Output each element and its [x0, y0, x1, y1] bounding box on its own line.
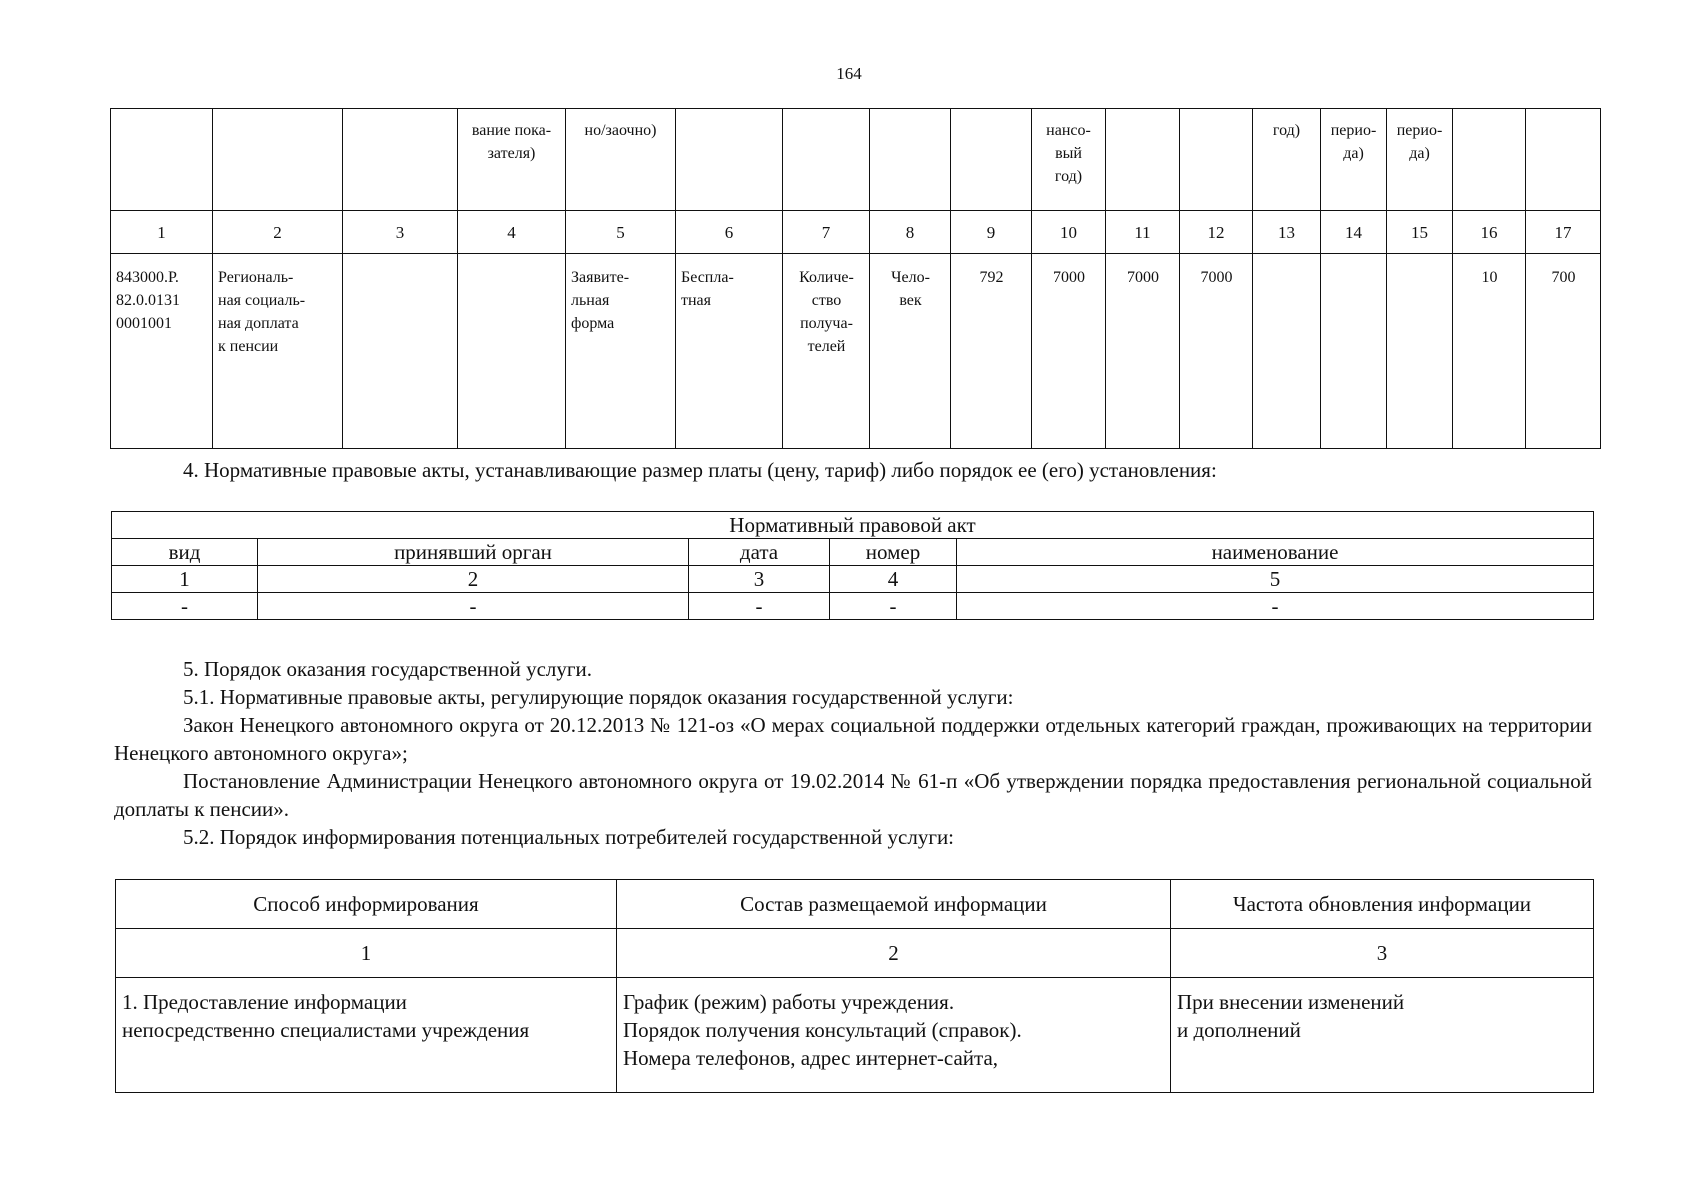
column-number: 8 — [870, 211, 951, 254]
data-cell — [458, 254, 566, 449]
header-row — [112, 539, 1594, 566]
header-cell — [1106, 109, 1180, 211]
service-name: Региональ- ная социаль- ная доплата к пенсии — [213, 254, 343, 449]
header-cell: перио- да) — [1321, 109, 1387, 211]
page-number: 164 — [836, 64, 862, 83]
column-number-row — [111, 211, 1601, 254]
header-cell — [213, 109, 343, 211]
column-number: 3 — [689, 566, 830, 593]
column-number: 2 — [258, 566, 689, 593]
column-header: наименование — [957, 539, 1594, 566]
column-header: Состав размещаемой информации — [617, 880, 1171, 929]
column-number: 3 — [1171, 929, 1594, 978]
header-cell — [111, 109, 213, 211]
data-cell: - — [830, 593, 957, 620]
column-number: 1 — [116, 929, 617, 978]
value-cell: 7000 — [1106, 254, 1180, 449]
column-number: 3 — [343, 211, 458, 254]
column-number: 12 — [1180, 211, 1253, 254]
header-cell — [1453, 109, 1526, 211]
information-content: График (режим) работы учреждения. Порядок получения консультаций (справок). Номера телефонов, адрес интернет-сайта, — [617, 978, 1171, 1093]
data-cell: - — [258, 593, 689, 620]
header-cell — [951, 109, 1032, 211]
header-cell: но/заочно) — [566, 109, 676, 211]
payment-cell: Беспла- тная — [676, 254, 783, 449]
header-cell — [1180, 109, 1253, 211]
header-cell — [343, 109, 458, 211]
section-5-2-heading: 5.2. Порядок информирования потенциальных потребителей государственной услуги: — [183, 825, 955, 849]
header-cell — [676, 109, 783, 211]
column-header: Способ информирования — [116, 880, 617, 929]
table-row — [111, 254, 1601, 449]
law-paragraph-2: Постановление Администрации Ненецкого автономного округа от 19.02.2014 № 61-п «Об утверждении порядка предоставления региональной социальной доплаты к пенсии». — [114, 769, 1592, 821]
column-number: 5 — [957, 566, 1594, 593]
law-paragraph-1: Закон Ненецкого автономного округа от 20.12.2013 № 121-оз «О мерах социальной поддержки отдельных категорий граждан, проживающих на территории Ненецкого автономного округа»; — [114, 713, 1592, 765]
okei-code: 792 — [951, 254, 1032, 449]
column-number: 4 — [830, 566, 957, 593]
column-header: номер — [830, 539, 957, 566]
deviation-absolute: 700 — [1526, 254, 1601, 449]
column-number: 7 — [783, 211, 870, 254]
registry-code: 843000.Р. 82.0.0131 0001001 — [111, 254, 213, 449]
informing-method: 1. Предоставление информации непосредственно специалистами учреждения — [116, 978, 617, 1093]
column-header: дата — [689, 539, 830, 566]
header-fragment-row — [111, 109, 1601, 211]
informing-methods-table — [115, 879, 1594, 1093]
header-cell: нансо- вый год) — [1032, 109, 1106, 211]
column-number: 13 — [1253, 211, 1321, 254]
table-row — [112, 593, 1594, 620]
data-cell — [343, 254, 458, 449]
column-number: 10 — [1032, 211, 1106, 254]
header-cell: вание пока- зателя) — [458, 109, 566, 211]
column-number: 14 — [1321, 211, 1387, 254]
service-volume-table — [110, 108, 1601, 449]
column-number-row — [112, 566, 1594, 593]
table-row — [116, 978, 1594, 1093]
legal-acts-table — [111, 511, 1594, 620]
data-cell: - — [957, 593, 1594, 620]
column-number: 5 — [566, 211, 676, 254]
column-number: 4 — [458, 211, 566, 254]
column-number: 16 — [1453, 211, 1526, 254]
column-header: Частота обновления информации — [1171, 880, 1594, 929]
section-4-heading: 4. Нормативные правовые акты, устанавливающие размер платы (цену, тариф) либо порядок ее (его) установления: — [183, 458, 1217, 482]
data-cell: - — [112, 593, 258, 620]
column-number: 2 — [617, 929, 1171, 978]
unit-name: Чело- век — [870, 254, 951, 449]
column-number: 1 — [112, 566, 258, 593]
indicator-name: Количе- ство получа- телей — [783, 254, 870, 449]
header-cell — [783, 109, 870, 211]
column-number: 9 — [951, 211, 1032, 254]
header-cell — [870, 109, 951, 211]
column-number: 6 — [676, 211, 783, 254]
header-cell — [1526, 109, 1601, 211]
value-cell: 7000 — [1032, 254, 1106, 449]
data-cell — [1253, 254, 1321, 449]
column-number: 1 — [111, 211, 213, 254]
data-cell — [1321, 254, 1387, 449]
value-cell: 7000 — [1180, 254, 1253, 449]
column-number: 17 — [1526, 211, 1601, 254]
header-cell: год) — [1253, 109, 1321, 211]
deviation-percent: 10 — [1453, 254, 1526, 449]
data-cell: - — [689, 593, 830, 620]
header-row — [116, 880, 1594, 929]
column-number: 2 — [213, 211, 343, 254]
update-frequency: При внесении изменений и дополнений — [1171, 978, 1594, 1093]
data-cell — [1387, 254, 1453, 449]
column-number: 15 — [1387, 211, 1453, 254]
table-caption: Нормативный правовой акт — [112, 512, 1594, 539]
section-5-1-heading: 5.1. Нормативные правовые акты, регулирующие порядок оказания государственной услуги: — [183, 685, 1014, 709]
section-5-heading: 5. Порядок оказания государственной услуги. — [183, 657, 592, 681]
column-number: 11 — [1106, 211, 1180, 254]
column-header: вид — [112, 539, 258, 566]
form-cell: Заявите- льная форма — [566, 254, 676, 449]
column-header: принявший орган — [258, 539, 689, 566]
caption-row — [112, 512, 1594, 539]
header-cell: перио- да) — [1387, 109, 1453, 211]
column-number-row — [116, 929, 1594, 978]
